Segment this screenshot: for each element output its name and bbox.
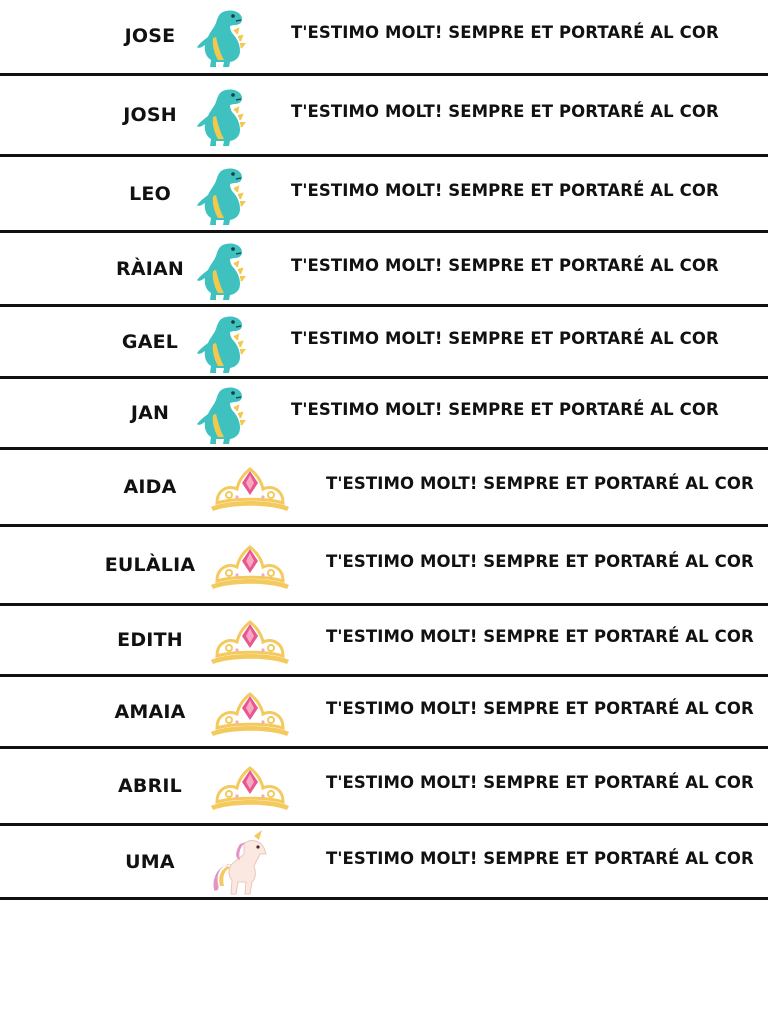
dinosaur-icon bbox=[196, 313, 248, 373]
child-name: JOSE bbox=[124, 25, 176, 47]
cut-line bbox=[0, 746, 768, 749]
cut-line bbox=[0, 897, 768, 900]
cut-line bbox=[0, 154, 768, 157]
love-message: T'ESTIMO MOLT! SEMPRE ET PORTARÉ AL COR bbox=[291, 102, 719, 121]
bookmark-strip bbox=[0, 827, 768, 898]
love-message: T'ESTIMO MOLT! SEMPRE ET PORTARÉ AL COR bbox=[291, 400, 719, 419]
love-message: T'ESTIMO MOLT! SEMPRE ET PORTARÉ AL COR bbox=[291, 180, 719, 200]
child-name: EDITH bbox=[117, 629, 183, 651]
love-message: T'ESTIMO MOLT! SEMPRE ET PORTARÉ AL COR bbox=[326, 552, 754, 571]
cut-line bbox=[0, 823, 768, 826]
tiara-icon bbox=[207, 762, 293, 812]
child-name: ABRIL bbox=[118, 775, 182, 797]
child-name: RÀIAN bbox=[115, 257, 185, 280]
love-message: T'ESTIMO MOLT! SEMPRE ET PORTARÉ AL COR bbox=[291, 23, 719, 42]
dinosaur-icon bbox=[196, 384, 248, 444]
cut-line bbox=[0, 304, 768, 307]
child-name: EULÀLIA bbox=[104, 554, 196, 576]
love-message: T'ESTIMO MOLT! SEMPRE ET PORTARÉ AL COR bbox=[326, 627, 754, 646]
love-message: T'ESTIMO MOLT! SEMPRE ET PORTARÉ AL COR bbox=[326, 474, 754, 493]
dinosaur-icon bbox=[196, 165, 248, 225]
love-message: T'ESTIMO MOLT! SEMPRE ET PORTARÉ AL COR bbox=[291, 255, 719, 275]
cut-line bbox=[0, 447, 768, 450]
child-name: LEO bbox=[129, 182, 171, 205]
bookmark-strip bbox=[0, 380, 768, 448]
tiara-icon bbox=[207, 688, 293, 738]
bookmark-strip bbox=[0, 750, 768, 824]
cut-line bbox=[0, 674, 768, 677]
dinosaur-icon bbox=[196, 240, 248, 300]
cut-line bbox=[0, 524, 768, 527]
bookmark-strip bbox=[0, 678, 768, 747]
unicorn-icon bbox=[210, 830, 276, 896]
bookmark-strip bbox=[0, 0, 768, 74]
child-name: UMA bbox=[125, 850, 175, 873]
tiara-icon bbox=[207, 541, 293, 591]
bookmark-strip bbox=[0, 234, 768, 305]
child-name: AMAIA bbox=[114, 700, 186, 723]
cut-line bbox=[0, 73, 768, 76]
tiara-icon bbox=[207, 463, 293, 513]
love-message: T'ESTIMO MOLT! SEMPRE ET PORTARÉ AL COR bbox=[326, 773, 754, 792]
child-name: JOSH bbox=[123, 104, 177, 126]
bookmark-strip bbox=[0, 158, 768, 231]
love-message: T'ESTIMO MOLT! SEMPRE ET PORTARÉ AL COR bbox=[326, 848, 754, 868]
bookmark-strip bbox=[0, 77, 768, 155]
bookmark-strip bbox=[0, 607, 768, 675]
dinosaur-icon bbox=[196, 7, 248, 67]
cut-line bbox=[0, 376, 768, 379]
bookmark-strip bbox=[0, 308, 768, 377]
cut-line bbox=[0, 603, 768, 606]
love-message: T'ESTIMO MOLT! SEMPRE ET PORTARÉ AL COR bbox=[291, 328, 719, 348]
dinosaur-icon bbox=[196, 86, 248, 146]
cut-line bbox=[0, 230, 768, 233]
tiara-icon bbox=[207, 616, 293, 666]
bookmark-strip bbox=[0, 528, 768, 604]
child-name: GAEL bbox=[121, 330, 179, 353]
love-message: T'ESTIMO MOLT! SEMPRE ET PORTARÉ AL COR bbox=[326, 698, 754, 718]
bookmark-strip bbox=[0, 451, 768, 525]
child-name: JAN bbox=[130, 402, 170, 424]
child-name: AIDA bbox=[123, 476, 177, 498]
